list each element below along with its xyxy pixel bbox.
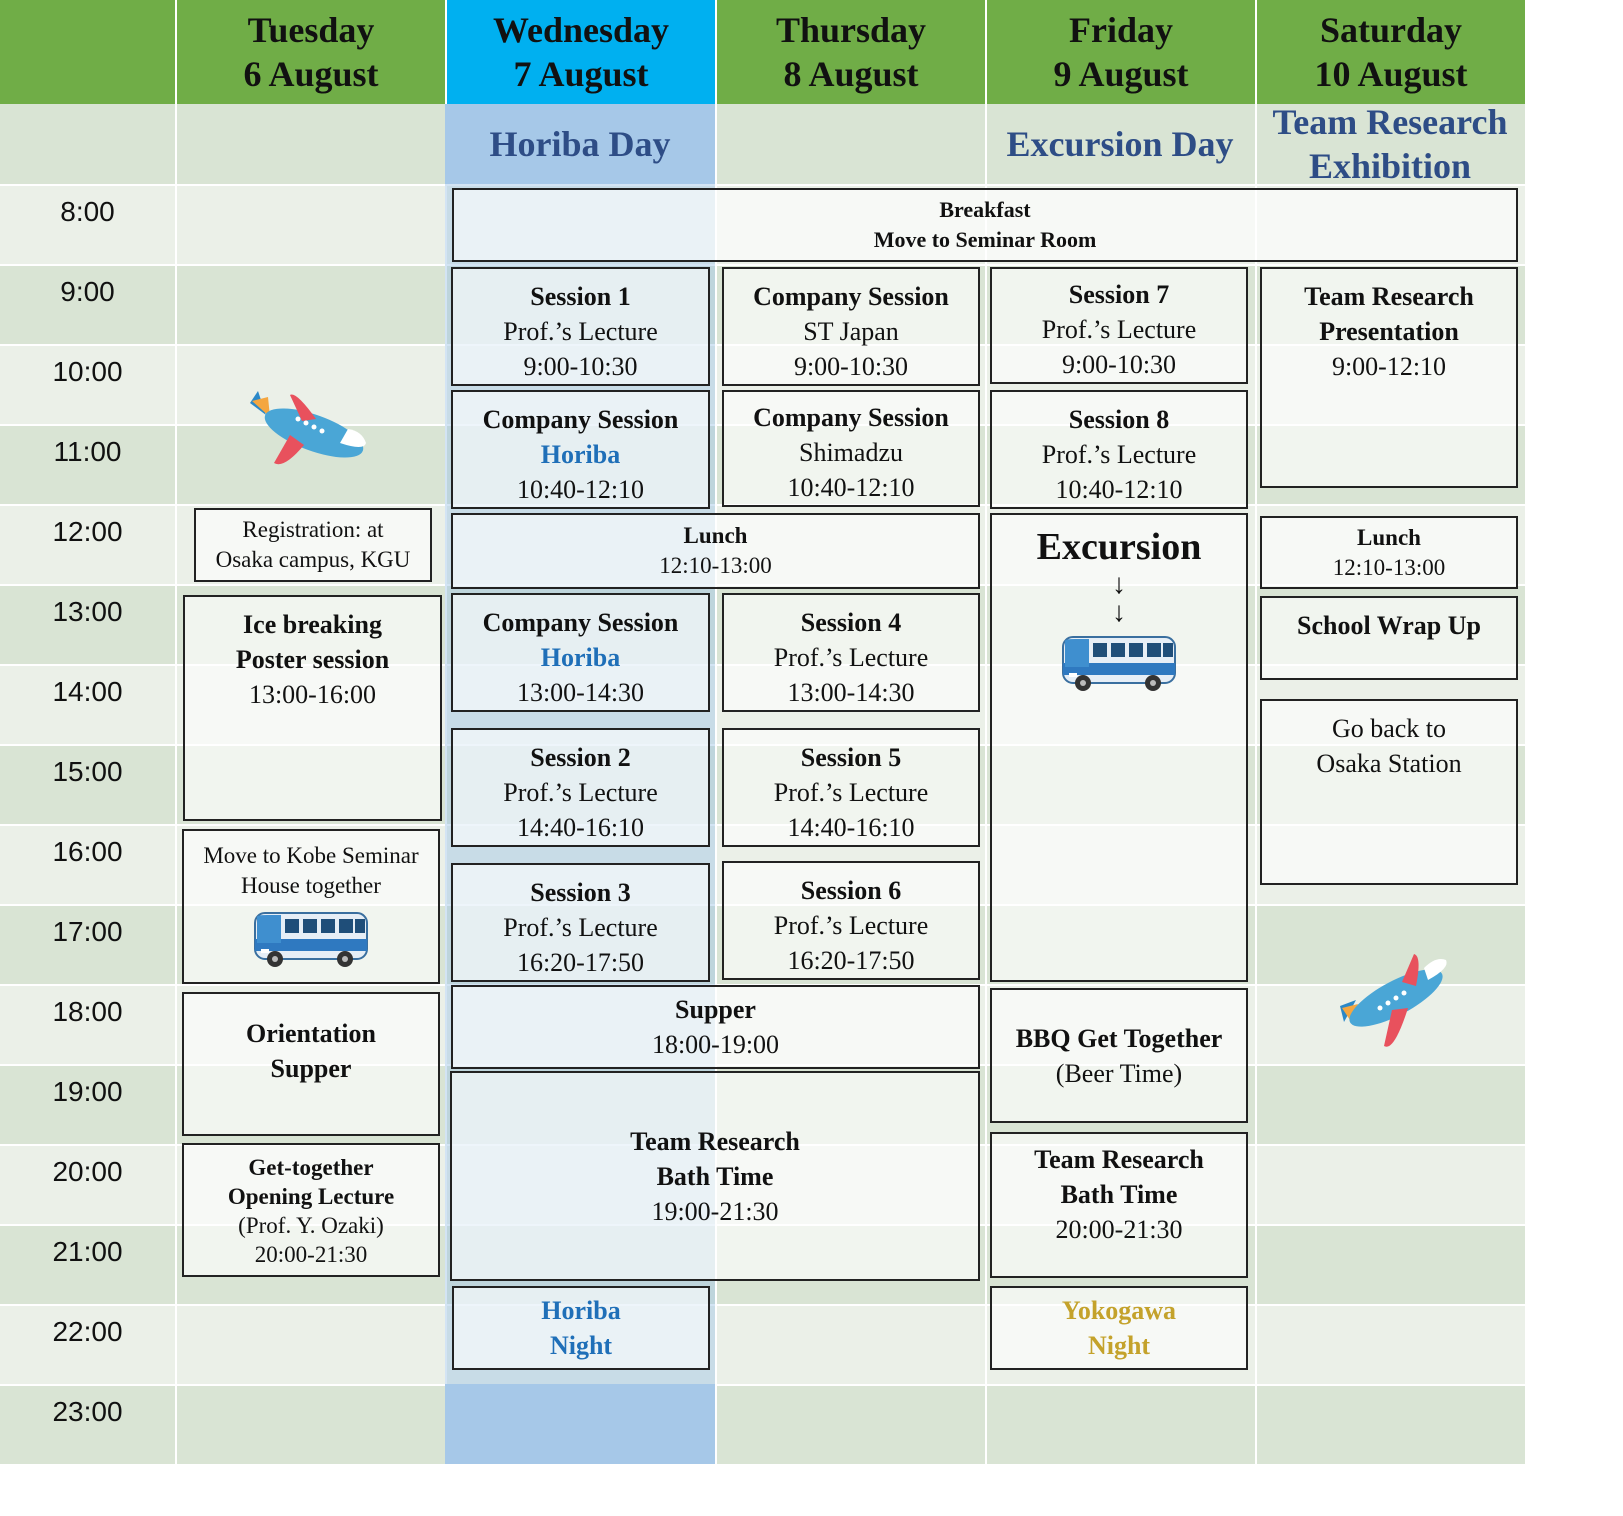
theme-label-line1: Team Research	[1272, 102, 1508, 142]
supper-wed-thu	[451, 985, 980, 1069]
event-title: Session 7	[1068, 280, 1170, 309]
day-date: 10 August	[1314, 54, 1468, 94]
header-friday	[985, 0, 1255, 104]
event-time: 19:00-21:30	[651, 1196, 779, 1226]
tue-orientation	[182, 992, 440, 1136]
event-time: 14:40-16:10	[787, 813, 915, 842]
event-sub: Prof.’s Lecture	[503, 778, 658, 807]
grid-cell	[1255, 1304, 1525, 1384]
time-label: 22:00	[52, 1316, 123, 1347]
event-title: Excursion	[1036, 526, 1202, 568]
grid-cell	[715, 1384, 985, 1464]
event-title: Session 6	[800, 876, 902, 905]
event-line2: Osaka campus, KGU	[215, 547, 411, 572]
event-line2: Osaka Station	[1316, 749, 1462, 778]
fri-bath	[990, 1132, 1248, 1278]
fri-bbq	[990, 988, 1248, 1123]
thu-session6	[722, 861, 980, 980]
grid-cell	[1255, 1064, 1525, 1144]
sat-goback	[1260, 699, 1518, 885]
time-label: 12:00	[52, 516, 123, 547]
event-line2: Bath Time	[656, 1161, 774, 1191]
theme-row-cell	[0, 104, 175, 184]
event-title: Lunch	[683, 523, 748, 548]
event-time: 20:00-21:30	[254, 1242, 368, 1267]
event-time: 10:40-12:10	[787, 473, 915, 502]
theme-row-cell	[175, 104, 445, 184]
event-line2: (Beer Time)	[1055, 1058, 1183, 1088]
event-title: Breakfast	[939, 197, 1031, 222]
day-name: Friday	[1069, 10, 1173, 50]
event-title: Session 5	[800, 743, 902, 772]
time-label: 17:00	[52, 916, 123, 947]
sat-lunch	[1260, 516, 1518, 589]
event-line1: Team Research	[1034, 1145, 1204, 1174]
down-arrow-icon: ↓	[1112, 569, 1126, 600]
event-line3: (Prof. Y. Ozaki)	[238, 1213, 384, 1238]
time-label: 16:00	[52, 836, 123, 867]
thu-company-session2	[722, 390, 980, 507]
event-title: Company Session	[753, 403, 949, 432]
time-label: 9:00	[60, 276, 115, 307]
airplane-icon	[244, 385, 374, 475]
theme-label-line2: Exhibition	[1308, 146, 1472, 186]
event-title: Lunch	[1357, 524, 1421, 550]
wed-company-session1	[451, 390, 710, 509]
event-time: 10:40-12:10	[1055, 475, 1183, 504]
event-title: Session 2	[530, 743, 631, 772]
time-label: 8:00	[60, 196, 115, 227]
event-title: Session 8	[1068, 405, 1170, 434]
thu-company-session1	[722, 267, 980, 386]
event-line2: Poster session	[235, 645, 390, 674]
time-label: 19:00	[52, 1076, 123, 1107]
fri-excursion	[990, 513, 1248, 982]
event-title: Session 1	[530, 282, 631, 311]
grid-cell	[1255, 1224, 1525, 1304]
event-line2: Supper	[270, 1054, 352, 1083]
tue-gettogether	[182, 1143, 440, 1277]
event-subtitle: Move to Seminar Room	[873, 227, 1097, 252]
header-corner	[0, 0, 175, 104]
event-line1: Move to Kobe Seminar	[203, 843, 419, 868]
down-arrow-icon: ↓	[1112, 597, 1126, 628]
event-line1: Registration: at	[242, 517, 384, 542]
fri-session8	[990, 390, 1248, 509]
theme-wednesday	[445, 104, 715, 184]
time-label: 21:00	[52, 1236, 123, 1267]
time-label: 23:00	[52, 1396, 123, 1427]
horiba-night	[452, 1286, 710, 1370]
day-name: Wednesday	[492, 10, 670, 50]
event-company: Horiba	[540, 643, 621, 672]
event-sub: Prof.’s Lecture	[1041, 440, 1197, 469]
event-title: Session 3	[530, 878, 631, 907]
bath-wed-thu	[450, 1071, 980, 1281]
time-label: 18:00	[52, 996, 123, 1027]
header-wednesday	[445, 0, 715, 104]
event-time: 13:00-14:30	[516, 678, 645, 707]
day-name: Thursday	[775, 10, 927, 50]
grid-cell	[1255, 1144, 1525, 1224]
grid-cell	[985, 1384, 1255, 1464]
sat-wrapup	[1260, 596, 1518, 680]
grid-cell	[715, 1304, 985, 1384]
event-time: 20:00-21:30	[1055, 1215, 1183, 1244]
grid-cell	[175, 264, 445, 344]
sat-presentation	[1260, 267, 1518, 488]
grid-cell	[175, 184, 445, 264]
time-label: 20:00	[52, 1156, 123, 1187]
lunch-wed-thu	[451, 513, 980, 589]
time-label: 14:00	[52, 676, 123, 707]
theme-friday	[985, 104, 1255, 184]
theme-label: Excursion Day	[1006, 124, 1234, 164]
event-time: 14:40-16:10	[516, 813, 645, 842]
tue-icebreaking	[183, 595, 442, 821]
wed-session1	[451, 267, 710, 386]
time-label: 15:00	[52, 756, 123, 787]
bus-icon	[1059, 633, 1179, 695]
event-time: 9:00-10:30	[793, 352, 909, 381]
day-date: 7 August	[513, 54, 649, 94]
grid-cell	[1255, 1384, 1525, 1464]
time-label: 10:00	[52, 356, 123, 387]
day-date: 8 August	[783, 54, 919, 94]
day-date: 9 August	[1053, 54, 1189, 94]
event-title: Company Session	[482, 405, 679, 434]
event-time: 16:20-17:50	[516, 948, 645, 977]
event-time: 13:00-16:00	[248, 680, 377, 709]
theme-row-cell	[715, 104, 985, 184]
event-time: 12:10-13:00	[1332, 554, 1446, 580]
event-sub: Prof.’s Lecture	[1041, 315, 1197, 344]
event-line1: Horiba	[541, 1296, 621, 1325]
event-line2: Night	[549, 1331, 613, 1360]
event-line2: Presentation	[1319, 317, 1459, 346]
event-line1: Ice breaking	[243, 610, 382, 639]
header-saturday	[1255, 0, 1525, 104]
event-sub: ST Japan	[803, 317, 899, 346]
breakfast-block	[452, 188, 1518, 262]
thu-session4	[722, 593, 980, 712]
event-line1: Get-together	[248, 1155, 374, 1180]
event-line2: House together	[241, 873, 381, 898]
day-name: Tuesday	[247, 10, 375, 50]
event-sub: Prof.’s Lecture	[503, 317, 658, 346]
event-company: Horiba	[540, 440, 621, 469]
event-title: Session 4	[800, 608, 902, 637]
event-time: 13:00-14:30	[787, 678, 915, 707]
grid-cell	[175, 1304, 445, 1384]
event-line1: Go back to	[1331, 714, 1447, 743]
day-date: 6 August	[243, 54, 379, 94]
event-sub: Shimadzu	[799, 438, 903, 467]
event-line2: Night	[1087, 1331, 1151, 1360]
event-line1: Team Research	[1304, 282, 1474, 311]
event-time: 9:00-12:10	[1331, 352, 1447, 381]
event-sub: Prof.’s Lecture	[773, 643, 929, 672]
event-time: 18:00-19:00	[651, 1030, 780, 1059]
event-title: School Wrap Up	[1297, 611, 1481, 640]
fri-session7	[990, 267, 1248, 384]
event-title: Company Session	[482, 608, 679, 637]
yokogawa-night	[990, 1286, 1248, 1370]
event-sub: Prof.’s Lecture	[773, 778, 929, 807]
event-time: 9:00-10:30	[1061, 350, 1177, 379]
event-time: 9:00-10:30	[523, 352, 638, 381]
event-time: 12:10-13:00	[659, 553, 772, 578]
wed-session3	[451, 863, 710, 982]
event-title: Company Session	[753, 282, 949, 311]
thu-session5	[722, 728, 980, 847]
event-sub: Prof.’s Lecture	[773, 911, 929, 940]
header-thursday	[715, 0, 985, 104]
event-line2: Bath Time	[1060, 1180, 1178, 1209]
event-line2: Opening Lecture	[227, 1184, 395, 1209]
wed-company-session2	[451, 593, 710, 712]
theme-saturday	[1255, 104, 1525, 184]
event-time: 16:20-17:50	[787, 946, 915, 975]
event-line1: Team Research	[630, 1126, 800, 1156]
event-line1: BBQ Get Together	[1015, 1023, 1223, 1053]
grid-cell	[175, 1384, 445, 1464]
header-tuesday	[175, 0, 445, 104]
event-sub: Prof.’s Lecture	[503, 913, 658, 942]
tue-move-kobe	[182, 829, 440, 984]
theme-label: Horiba Day	[489, 124, 671, 164]
airplane-icon	[1336, 948, 1456, 1053]
time-label: 13:00	[52, 596, 123, 627]
bus-icon	[251, 909, 371, 971]
tue-registration	[194, 508, 432, 582]
time-label: 11:00	[53, 436, 122, 467]
event-time: 10:40-12:10	[516, 475, 645, 504]
event-line1: Yokogawa	[1061, 1296, 1177, 1325]
event-title: Supper	[675, 995, 756, 1024]
day-name: Saturday	[1319, 10, 1463, 50]
wednesday-column-shade	[445, 1384, 715, 1464]
wed-session2	[451, 728, 710, 847]
event-line1: Orientation	[246, 1019, 376, 1048]
